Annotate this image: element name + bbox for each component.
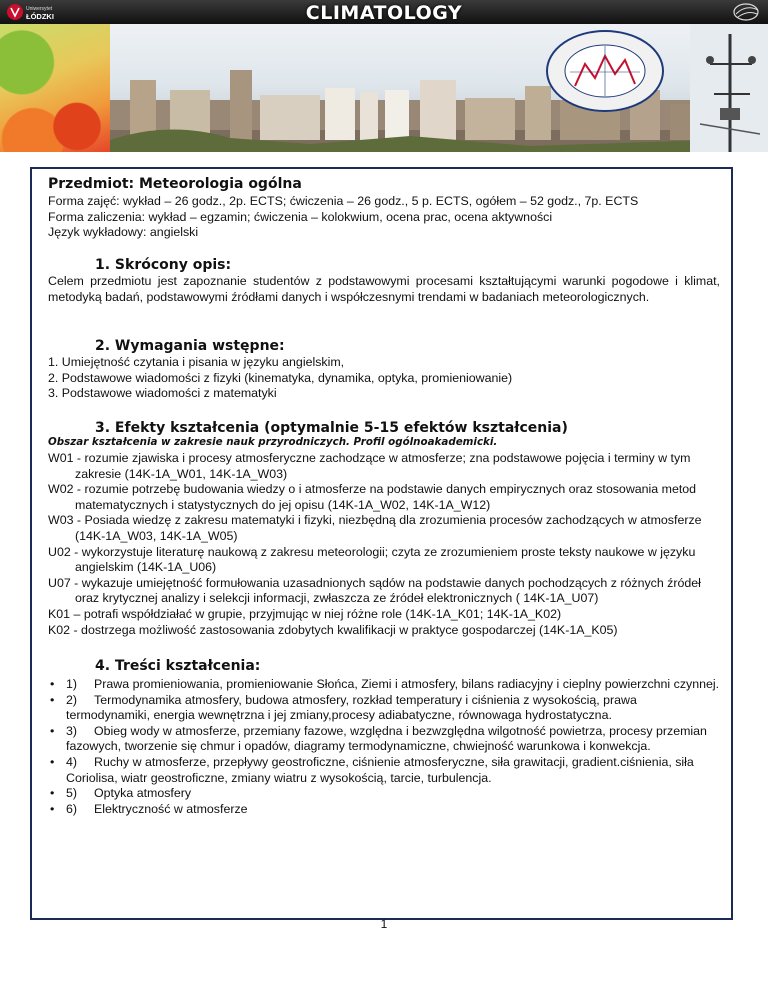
climate-map-image [0, 24, 110, 152]
requirement-item: 1. Umiejętność czytania i pisania w języku angielskim, [48, 355, 345, 369]
content-item [48, 755, 720, 786]
content-item-text: Termodynamika atmosfery, budowa atmosfery, rozkład temperatury i ciśnienia z wysokością, prawa termodynamiki, energia wewnętrzna i jej zmiany,procesy adiabatyczne, równowaga hydrostatyczna. [66, 692, 637, 723]
section1-heading: 1. Skrócony opis: [95, 257, 232, 273]
course-info [48, 194, 720, 241]
header-banner [0, 0, 768, 152]
page-number: 1 [380, 917, 388, 931]
section2-heading: 2. Wymagania wstępne: [95, 338, 285, 354]
section3-effects [48, 451, 720, 638]
course-info-line: Forma zajęć: wykład – 26 godz., 2p. ECTS; ćwiczenia – 26 godz., 5 p. ECTS, ogółem – 52 godz., 7p. ECTS [48, 194, 639, 208]
logo-small-text: Uniwersytet [26, 6, 53, 12]
weather-station-image [690, 24, 768, 152]
content-item-number: 5) [66, 786, 78, 801]
content-item-text: Optyka atmosfery [94, 786, 192, 801]
content-item [48, 693, 720, 724]
course-title: Przedmiot: Meteorologia ogólna [48, 176, 302, 192]
requirement-item: 2. Podstawowe wiadomości z fizyki (kinematyka, dynamika, optyka, promieniowanie) [48, 370, 513, 385]
content-item-number: 6) [66, 801, 78, 816]
content-item [48, 786, 720, 802]
page-title: CLIMATOLOGY [305, 2, 463, 24]
content-item-number: 3) [66, 723, 78, 738]
content-item-text: Prawa promieniowania, promieniowanie Słońca, Ziemi i atmosfery, bilans radiacyjny i cieplny powierzchni czynnej. [94, 677, 720, 691]
effect-item: W02 - rozumie potrzebę budowania wiedzy o i atmosferze na podstawie danych empirycznych oraz stosowania metod matematycznych i statystycznych do jej opisu (14K-1A_W02, 14K-1A_W12) [48, 482, 697, 512]
effect-item: W01 - rozumie zjawiska i procesy atmosferyczne zachodzące w atmosferze; zna podstawowe pojęcia i terminy w tym zakresie (14K-1A_W01, 14K-1A_W03) [48, 451, 691, 481]
effect-item: U07 - wykazuje umiejętność formułowania uzasadnionych sądów na podstawie danych pochodzących z różnych źródeł oraz krytycznej analizy i selekcji informacji, zwłaszcza ze źródeł elektronicznych ( 14K-1A_U07) [48, 575, 701, 606]
section4-heading: 4. Treści kształcenia: [95, 658, 261, 674]
content-item-number: 1) [66, 677, 78, 691]
section1-body: Celem przedmiotu jest zapoznanie studentów z podstawowymi procesami kształtującymi warunki pogodowe i klimat, metodyką badań, podstawowymi źródłami danych i współczesnymi trendami w badaniach meteorologicznych. [48, 274, 720, 304]
content-item [48, 677, 720, 693]
course-info-line: Język wykładowy: angielski [48, 225, 199, 240]
content-item-text: Obieg wody w atmosferze, przemiany fazowe, względna i bezwzględna wilgotność powietrza, procesy przemian fazowych, tworzenie się chmur i opadów, diagramy termodynamiczne, chwiejność warunkowa i konwekcja. [66, 723, 707, 754]
section4-list [48, 677, 720, 817]
content-item [48, 802, 720, 818]
course-info-line: Forma zaliczenia: wykład – egzamin; ćwiczenia – kolokwium, ocena prac, ocena aktywności [48, 209, 553, 224]
department-seal-image [530, 26, 680, 116]
logo-name-text: ŁÓDZKI [26, 12, 54, 21]
effect-item: W03 - Posiada wiedzę z zakresu matematyki i fizyki, niezbędną dla zrozumienia procesów zachodzących w atmosferze (14K-1A_W03, 14K-1A_W05) [48, 513, 702, 543]
content-item-text: Ruchy w atmosferze, przepływy geostroficzne, ciśnienie atmosferyczne, siła grawitacji, gradient.ciśnienia, siła Coriolisa, wiatr geostroficzne, zmiany wiatru z wysokością, tarcie, turbulencja. [66, 754, 694, 785]
requirement-item: 3. Podstawowe wiadomości z matematyki [48, 386, 277, 401]
section3-heading: 3. Efekty kształcenia (optymalnie 5-15 efektów kształcenia) [95, 420, 568, 436]
effect-item: K01 – potrafi współdziałać w grupie, przyjmując w niej różne role (14K-1A_K01; 14K-1A_K02) [48, 606, 562, 621]
section2-list [48, 355, 720, 402]
globe-icon [702, 2, 762, 22]
content-item-number: 4) [66, 754, 78, 769]
content-item [48, 724, 720, 755]
effect-item: K02 - dostrzega możliwość zastosowania zdobytych kwalifikacji w praktyce gospodarczej (14K-1A_K05) [48, 622, 618, 637]
content-item-text: Elektryczność w atmosferze [94, 801, 248, 816]
content-item-number: 2) [66, 692, 78, 707]
section3-subtitle: Obszar kształcenia w zakresie nauk przyrodniczych. Profil ogólnoakademicki. [48, 436, 498, 448]
effect-item: U02 - wykorzystuje literaturę naukową z zakresu meteorologii; czyta ze zrozumieniem proste teksty naukowe w języku angielskim (14K-1A_U06) [48, 544, 696, 575]
